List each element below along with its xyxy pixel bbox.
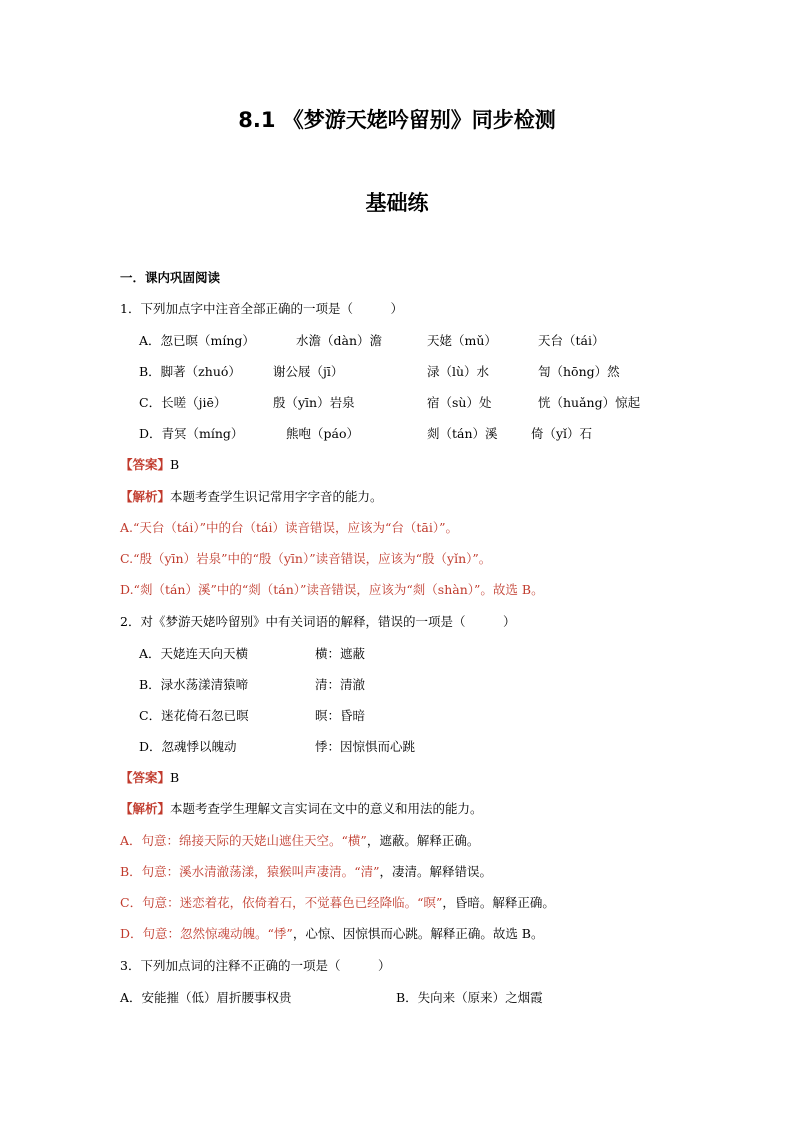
answer-tag: 【答案】 bbox=[120, 770, 171, 785]
note-suffix: ，凄清。解释错误。 bbox=[379, 864, 492, 879]
question-2-stem: 2．对《梦游天姥吟留别》中有关词语的解释，错误的一项是（ ） bbox=[120, 614, 516, 629]
q1-note-c: C.“殷（yīn）岩泉”中的“殷（yīn）”读音错误，应该为“殷（yǐn）”。 bbox=[120, 551, 492, 566]
analysis-tag: 【解析】 bbox=[120, 489, 171, 504]
note-prefix: B．句意：溪水清澈荡漾，猿猴叫声凄清。 bbox=[120, 864, 355, 879]
answer-tag: 【答案】 bbox=[120, 457, 171, 472]
q1-option-d1: D．青冥（míng） bbox=[139, 426, 244, 441]
note-suffix: ，心惊、因惊惧而心跳。解释正确。故选 B。 bbox=[292, 926, 544, 941]
q2-gloss-b: 清：清澈 bbox=[315, 677, 366, 692]
q1-answer bbox=[120, 457, 179, 473]
answer-value: B bbox=[170, 457, 180, 472]
answer-value: B bbox=[170, 770, 180, 785]
q2-note-a bbox=[120, 833, 479, 849]
q1-analysis bbox=[120, 489, 383, 505]
analysis-text: 本题考查学生理解文言实词在文中的意义和用法的能力。 bbox=[170, 801, 483, 816]
q2-option-b: B．渌水荡漾清猿啼 bbox=[139, 677, 249, 692]
q3-option-b: B．失向来（原来）之烟霞 bbox=[396, 990, 543, 1005]
q1-option-b3: 渌（lù）水 bbox=[427, 364, 490, 379]
q2-option-c: C．迷花倚石忽已暝 bbox=[139, 708, 249, 723]
q1-option-c4: 恍（huǎng）惊起 bbox=[538, 395, 641, 410]
q1-option-b2: 谢公屐（jī） bbox=[273, 364, 344, 379]
q2-note-c bbox=[120, 895, 555, 911]
analysis-text: 本题考查学生识记常用字字音的能力。 bbox=[170, 489, 383, 504]
q1-option-a3: 天姥（mǔ） bbox=[427, 333, 497, 348]
q1-option-d2: 熊咆（páo） bbox=[286, 426, 359, 441]
q1-option-c3: 宿（sù）处 bbox=[427, 395, 492, 410]
section-heading: 一．课内巩固阅读 bbox=[120, 270, 221, 285]
note-keyword: “横” bbox=[341, 833, 367, 848]
q1-option-d3: 剡（tán）溪 bbox=[427, 426, 498, 441]
q2-gloss-a: 横：遮蔽 bbox=[315, 646, 366, 661]
note-keyword: “悸” bbox=[267, 926, 293, 941]
q1-option-c1: C．长嗟（jiē） bbox=[139, 395, 227, 410]
analysis-tag: 【解析】 bbox=[120, 801, 171, 816]
q3-option-a: A．安能摧（低）眉折腰事权贵 bbox=[120, 990, 292, 1005]
question-1-stem: 1．下列加点字中注音全部正确的一项是（ ） bbox=[120, 301, 403, 316]
q2-gloss-c: 暝：昏暗 bbox=[315, 708, 366, 723]
note-keyword: “清” bbox=[354, 864, 380, 879]
q1-option-a1: A．忽已暝（míng） bbox=[139, 333, 255, 348]
q2-analysis bbox=[120, 801, 483, 817]
note-prefix: D．句意：忽然惊魂动魄。 bbox=[120, 926, 268, 941]
q1-option-a2: 水澹（dàn）澹 bbox=[296, 333, 383, 348]
q2-note-b bbox=[120, 864, 492, 880]
note-keyword: “暝” bbox=[417, 895, 443, 910]
note-suffix: ，昏暗。解释正确。 bbox=[442, 895, 555, 910]
q2-option-d: D．忽魂悸以魄动 bbox=[139, 739, 237, 754]
q1-note-d: D.“剡（tán）溪”中的“剡（tán）”读音错误，应该为“剡（shàn）”。故选 B。 bbox=[120, 582, 544, 597]
note-prefix: C．句意：迷恋着花，依倚着石，不觉暮色已经降临。 bbox=[120, 895, 418, 910]
q2-answer bbox=[120, 770, 179, 786]
q1-note-a: A.“天台（tái）”中的台（tái）读音错误，应该为“台（tāi）”。 bbox=[120, 520, 458, 535]
q1-option-c2: 殷（yīn）岩泉 bbox=[273, 395, 355, 410]
note-prefix: A．句意：绵接天际的天姥山遮住天空。 bbox=[120, 833, 342, 848]
document-subtitle: 基础练 bbox=[365, 191, 429, 215]
q1-option-b1: B．脚著（zhuó） bbox=[139, 364, 241, 379]
q1-option-a4: 天台（tái） bbox=[538, 333, 605, 348]
q2-note-d bbox=[120, 926, 543, 942]
q1-option-b4: 訇（hōng）然 bbox=[538, 364, 620, 379]
q2-option-a: A．天姥连天向天横 bbox=[139, 646, 249, 661]
note-suffix: ，遮蔽。解释正确。 bbox=[366, 833, 480, 848]
document-title: 8.1 《梦游天姥吟留别》同步检测 bbox=[238, 108, 556, 132]
q2-gloss-d: 悸：因惊惧而心跳 bbox=[315, 739, 416, 754]
q1-option-d4: 倚（yǐ）石 bbox=[531, 426, 593, 441]
question-3-stem: 3．下列加点词的注释不正确的一项是（ ） bbox=[120, 958, 391, 973]
